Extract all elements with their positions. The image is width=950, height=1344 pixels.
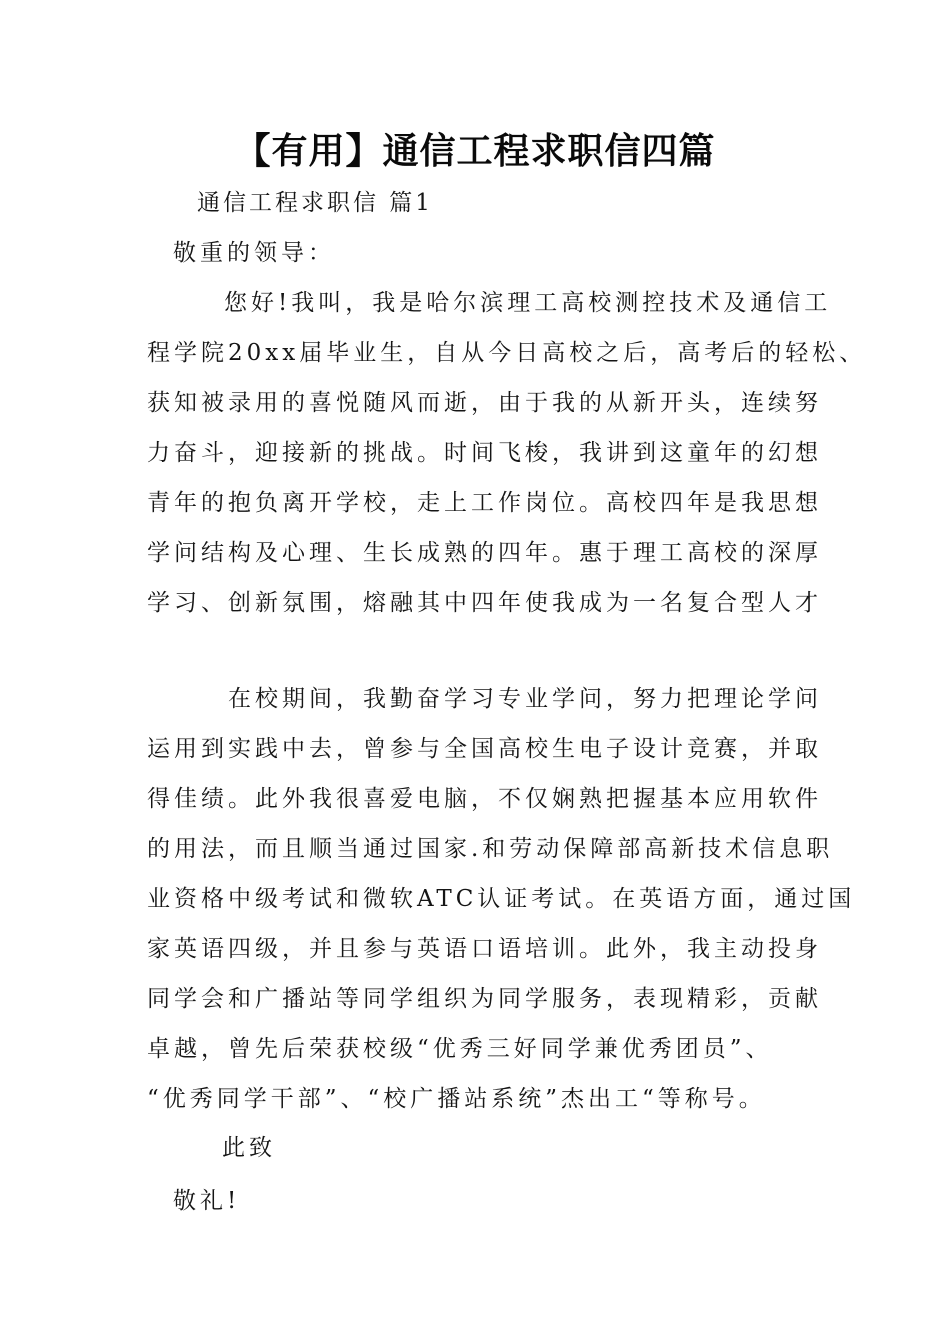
closing-line-1: 此致 [222,1135,276,1161]
paragraph-line: 获知被录用的喜悦随风而逝，由于我的从新开头，连续努 [147,390,822,416]
paragraph-line: 在校期间，我勤奋学习专业学问，努力把理论学问 [228,686,822,712]
paragraph-line: 您好!我叫，我是哈尔滨理工高校测控技术及通信工 [224,290,832,316]
document-title: 【有用】通信工程求职信四篇 [234,131,716,172]
paragraph-line: 得佳绩。此外我很喜爱电脑，不仅娴熟把握基本应用软件 [147,786,822,812]
paragraph-line: 学问结构及心理、生长成熟的四年。惠于理工高校的深厚 [147,540,822,566]
paragraph-line: 卓越，曾先后荣获校级“优秀三好同学兼优秀团员”、 [147,1036,773,1062]
paragraph-line: 程学院20xx届毕业生，自从今日高校之后，高考后的轻松、 [147,340,867,366]
paragraph-line: “优秀同学干部”、“校广播站系统”杰出工“等称号。 [147,1086,766,1112]
paragraph-line: 家英语四级，并且参与英语口语培训。此外，我主动投身 [147,936,822,962]
paragraph-line: 的用法，而且顺当通过国家.和劳动保障部高新技术信息职 [147,836,834,862]
paragraph-line: 运用到实践中去，曾参与全国高校生电子设计竞赛，并取 [147,736,822,762]
paragraph-line: 业资格中级考试和微软ATC认证考试。在英语方面，通过国 [147,886,856,912]
closing-line-2: 敬礼! [173,1188,241,1214]
paragraph-line: 青年的抱负离开学校，走上工作岗位。高校四年是我思想 [147,490,822,516]
paragraph-line: 力奋斗，迎接新的挑战。时间飞梭，我讲到这童年的幻想 [147,440,822,466]
paragraph-line: 同学会和广播站等同学组织为同学服务，表现精彩，贡献 [147,986,822,1012]
document-subtitle: 通信工程求职信 篇1 [197,190,433,216]
paragraph-line: 学习、创新氛围，熔融其中四年使我成为一名复合型人才 [147,590,822,616]
salutation: 敬重的领导： [173,240,335,266]
